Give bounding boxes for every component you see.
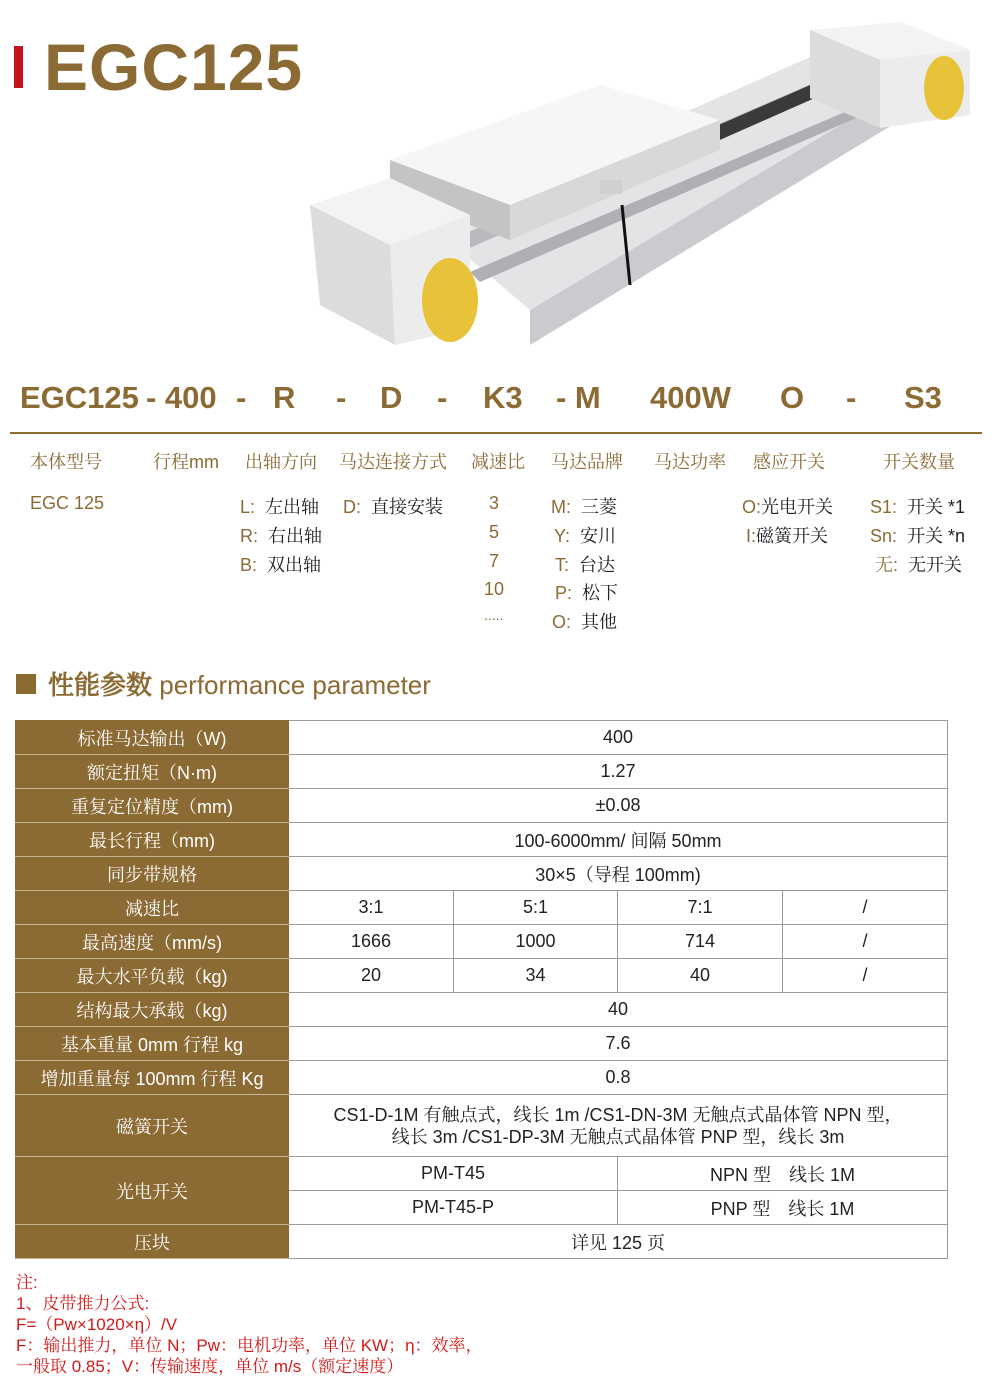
table-row	[16, 755, 948, 789]
code-dash: -	[236, 380, 247, 415]
section-square-icon	[16, 674, 36, 694]
title-accent-bar	[14, 46, 23, 88]
row-label: 结构最大承载（kg)	[16, 993, 289, 1027]
brand-option: T: 台达	[555, 555, 616, 575]
sensor-option: O:光电开关	[742, 497, 834, 517]
row-value: /	[783, 959, 948, 993]
note-line: 1、皮带推力公式:	[16, 1294, 150, 1313]
row-label: 光电开关	[16, 1157, 289, 1225]
row-label: 同步带规格	[16, 857, 289, 891]
ratio-option: .....	[484, 607, 504, 623]
model-code	[0, 380, 1000, 424]
code-body: EGC125	[20, 380, 139, 415]
switch-count-option: 无: 无开关	[875, 555, 963, 575]
table-row	[16, 857, 948, 891]
row-label: 标准马达输出（W)	[16, 721, 289, 755]
table-row	[16, 891, 948, 925]
row-value: 1000	[454, 925, 618, 959]
header-sensor: 感应开关	[753, 452, 825, 472]
row-value: 20	[289, 959, 454, 993]
table-row	[16, 1095, 948, 1157]
row-label: 最长行程（mm)	[16, 823, 289, 857]
row-value: 1.27	[289, 755, 948, 789]
header-brand: 马达品牌	[551, 452, 623, 472]
table-row	[16, 1027, 948, 1061]
row-value: 34	[454, 959, 618, 993]
code-dash: -	[437, 380, 448, 415]
header-shaft: 出轴方向	[245, 452, 317, 472]
row-label: 磁簧开关	[16, 1095, 289, 1157]
row-label: 减速比	[16, 891, 289, 925]
table-row	[16, 959, 948, 993]
switch-count-option: Sn: 开关 *n	[870, 526, 966, 546]
code-dash: -	[846, 380, 857, 415]
code-shaft: R	[273, 380, 296, 415]
divider	[10, 432, 982, 434]
header-power: 马达功率	[654, 452, 726, 472]
row-value: /	[783, 891, 948, 925]
code-dash: -	[336, 380, 347, 415]
row-value: 40	[618, 959, 783, 993]
table-row	[16, 823, 948, 857]
note-line: F：输出推力，单位 N；Pw：电机功率，单位 KW；η：效率，	[16, 1336, 483, 1355]
row-label: 基本重量 0mm 行程 kg	[16, 1027, 289, 1061]
table-row	[16, 925, 948, 959]
code-ratio: K3	[483, 380, 523, 415]
ratio-option: 10	[484, 579, 505, 599]
header-switch-count: 开关数量	[883, 452, 955, 472]
row-value: 30×5（导程 100mm)	[289, 857, 948, 891]
code-connection: D	[380, 380, 403, 415]
row-value: 7.6	[289, 1027, 948, 1061]
table-row	[16, 993, 948, 1027]
table-row	[16, 721, 948, 755]
row-value: 5:1	[454, 891, 618, 925]
linear-module-illustration	[300, 10, 990, 355]
note-line: 一般取 0.85；V：传输速度，单位 m/s（额定速度）	[16, 1357, 404, 1376]
code-sensor: O	[780, 380, 805, 415]
ratio-option: 5	[489, 522, 500, 542]
row-value: /	[783, 925, 948, 959]
row-label: 压块	[16, 1225, 289, 1259]
code-stroke: - 400	[146, 380, 217, 415]
reed-switch-line-2: 线长 3m /CS1-DP-3M 无触点式晶体管 PNP 型，线长 3m	[391, 1126, 845, 1147]
row-value: 详见 125 页	[289, 1225, 948, 1259]
row-value: 714	[618, 925, 783, 959]
brand-option: M: 三菱	[551, 497, 618, 517]
ratio-option: 3	[489, 493, 500, 513]
page-title: EGC125	[44, 30, 304, 104]
ratio-option: 7	[489, 551, 500, 571]
code-power: 400W	[650, 380, 731, 415]
reed-switch-line-1: CS1-D-1M 有触点式，线长 1m /CS1-DN-3M 无触点式晶体管 NPN 型，	[333, 1104, 903, 1125]
row-label: 额定扭矩（N·m)	[16, 755, 289, 789]
row-value: 0.8	[289, 1061, 948, 1095]
table-row	[16, 1157, 948, 1191]
row-label: 重复定位精度（mm)	[16, 789, 289, 823]
row-value: ±0.08	[289, 789, 948, 823]
brand-option: Y: 安川	[554, 526, 617, 546]
header-ratio: 减速比	[471, 452, 525, 472]
shaft-option: L: 左出轴	[240, 497, 320, 517]
row-label: 增加重量每 100mm 行程 Kg	[16, 1061, 289, 1095]
performance-table	[15, 720, 948, 1259]
row-value: 40	[289, 993, 948, 1027]
shaft-option: R: 右出轴	[240, 526, 323, 546]
brand-option: P: 松下	[555, 583, 619, 603]
shaft-option: B: 双出轴	[240, 555, 322, 575]
switch-count-option: S1: 开关 *1	[870, 497, 966, 517]
brand-option: O: 其他	[552, 612, 618, 632]
row-value: PM-T45	[289, 1157, 618, 1191]
body-model-value: EGC 125	[30, 493, 105, 513]
table-row	[16, 1061, 948, 1095]
header-body-model: 本体型号	[30, 452, 102, 472]
code-switch-count: S3	[904, 380, 942, 415]
connection-option: D: 直接安装	[343, 497, 444, 517]
header-stroke: 行程mm	[153, 452, 219, 472]
section-title: 性能参数 performance parameter	[48, 670, 431, 700]
row-value: 400	[289, 721, 948, 755]
row-label: 最高速度（mm/s)	[16, 925, 289, 959]
row-value: NPN 型 线长 1M	[618, 1157, 948, 1191]
code-brand: - M	[556, 380, 601, 415]
sensor-option: I:磁簧开关	[746, 526, 829, 546]
notes	[16, 1272, 483, 1377]
note-line: 注:	[16, 1273, 38, 1292]
row-value: 100-6000mm/ 间隔 50mm	[289, 823, 948, 857]
row-value: 1666	[289, 925, 454, 959]
row-value: PM-T45-P	[289, 1191, 618, 1225]
table-row	[16, 789, 948, 823]
table-row	[16, 1225, 948, 1259]
row-value	[289, 1095, 948, 1157]
row-value: PNP 型 线长 1M	[618, 1191, 948, 1225]
row-value: 7:1	[618, 891, 783, 925]
header-connection: 马达连接方式	[339, 452, 447, 472]
row-label: 最大水平负载（kg)	[16, 959, 289, 993]
note-line: F=（Pw×1020×η）/V	[16, 1315, 178, 1334]
row-value: 3:1	[289, 891, 454, 925]
